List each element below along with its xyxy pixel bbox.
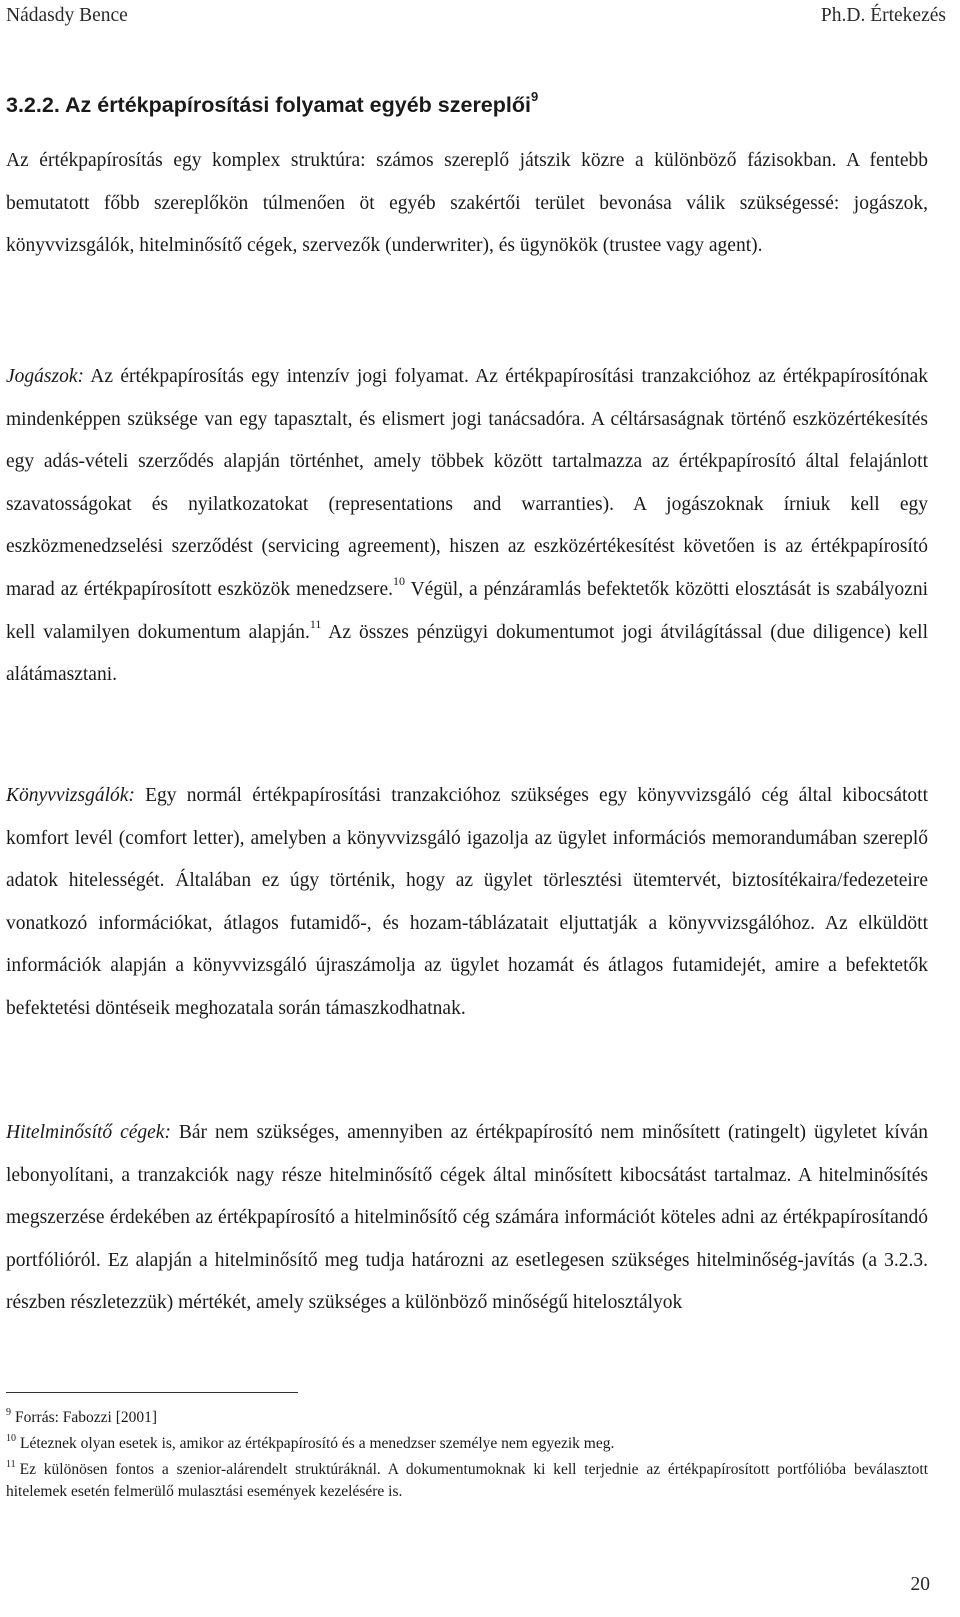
lead-term-lawyers: Jogászok:	[6, 366, 84, 387]
footnote-number: 11	[6, 1459, 16, 1471]
lead-term-rating: Hitelminősítő cégek:	[6, 1122, 171, 1143]
footnote-text: Forrás: Fabozzi [2001]	[15, 1409, 158, 1427]
header-doc-type: Ph.D. Értekezés	[820, 5, 946, 26]
paragraph-intro: Az értékpapírosítás egy komplex struktúra: számos szereplő játszik közre a különböző fázisokban. A fentebb bemutatott főbb szereplőkön túlmenően öt egyéb szakértői terület bevonása válik szükségessé: jogászok, könyvvizsgálók, hitelminősítő cégek, szervezők (underwriter), és ügynökök (trustee vagy agent).	[6, 150, 928, 257]
footnote-separator	[6, 1392, 298, 1393]
footnotes	[6, 1403, 928, 1503]
footnote-10	[6, 1429, 928, 1455]
paragraph-rating-agencies	[6, 1112, 928, 1325]
footnote-ref-10[interactable]: 10	[393, 574, 405, 589]
section-title: Az értékpapírosítási folyamat egyéb szereplői	[64, 93, 531, 118]
lawyers-text-c: Az összes pénzügyi dokumentumot jogi átvilágítással (due diligence) kell alátámasztani.	[6, 621, 928, 686]
auditors-text: Egy normál értékpapírosítási tranzakcióhoz szükséges egy könyvvizsgáló cég által kibocsátott komfort levél (comfort letter), amelyben a könyvvizsgáló igazolja az ügylet információs memorandumában szereplő adatok hitelességét. Általában ez úgy történik, hogy az ügylet törlesztési ütemtervét, biztosítékaira/fedezeteire vonatkozó információkat, átlagos futamidő-, és hozam-táblázatait eljuttatják a könyvvizsgálóhoz. Az elküldött információk alapján a könyvvizsgáló újraszámolja az ügylet hozamát és átlagos futamidejét, amire a befektetők befektetési döntéseik meghozatala során támaszkodhatnak.	[6, 785, 928, 1019]
rating-text: Bár nem szükséges, amennyiben az értékpapírosító nem minősített (ratingelt) ügyletet kíván lebonyolítani, a tranzakciók nagy része hitelminősítő cégek által minősített kibocsátást tartalmaz. A hitelminősítés megszerzése érdekében az értékpapírosító a hitelminősítő cég számára információt köteles adni az értékpapírosítandó portfólióról. Ez alapján a hitelminősítő meg tudja határozni az esetlegesen szükséges hitelminőség-javítás (a 3.2.3. részben részletezzük) mértékét, amely szükséges a különböző minőségű hitelosztályok	[6, 1122, 929, 1314]
footnote-9	[6, 1403, 928, 1429]
footnote-ref-11[interactable]: 11	[309, 617, 322, 632]
page-number: 20	[910, 1574, 930, 1595]
footnote-11	[6, 1455, 928, 1503]
paragraph-lawyers	[6, 356, 928, 697]
footnote-ref-9[interactable]: 9	[530, 89, 539, 104]
paragraph-auditors	[6, 775, 928, 1031]
lawyers-text-a: Az értékpapírosítás egy intenzív jogi folyamat. Az értékpapírosítási tranzakcióhoz az értékpapírosítónak mindenképpen szüksége van egy tapasztalt, és elismert jogi tanácsadóra. A céltársaságnak történő eszközértékesítés egy adás-vételi szerződés alapján történhet, amely többek között tartalmazza az értékpapírosító által felajánlott szavatosságokat és nyilatkozatokat (representations and warranties). A jogászoknak írniuk kell egy eszközmenedzselési szerződést (servicing agreement), hiszen az eszközértékesítést követően is az értékpapírosító marad az értékpapírosított eszközök menedzsere.	[6, 366, 928, 600]
footnote-number: 9	[6, 1407, 11, 1418]
running-header	[6, 5, 946, 31]
section-heading	[6, 89, 946, 118]
footnote-text: Léteznek olyan esetek is, amikor az értékpapírosító és a menedzser személye nem egyezik meg.	[20, 1435, 615, 1453]
footnote-text: Ez különösen fontos a szenior-alárendelt struktúráknál. A dokumentumoknak ki kell terjednie az értékpapírosított portfólióba beválasztott hitelemek esetén felmerülő mulasztási események kezelésére is.	[6, 1461, 928, 1501]
header-author: Nádasdy Bence	[6, 5, 128, 26]
lead-term-auditors: Könyvvizsgálók:	[6, 785, 135, 806]
footnote-number: 10	[6, 1433, 16, 1445]
section-number: 3.2.2.	[6, 93, 60, 118]
lawyers-text-b: Végül, a pénzáramlás befektetők közötti elosztását is szabályozni kell valamilyen dokumentum alapján.	[6, 578, 928, 643]
